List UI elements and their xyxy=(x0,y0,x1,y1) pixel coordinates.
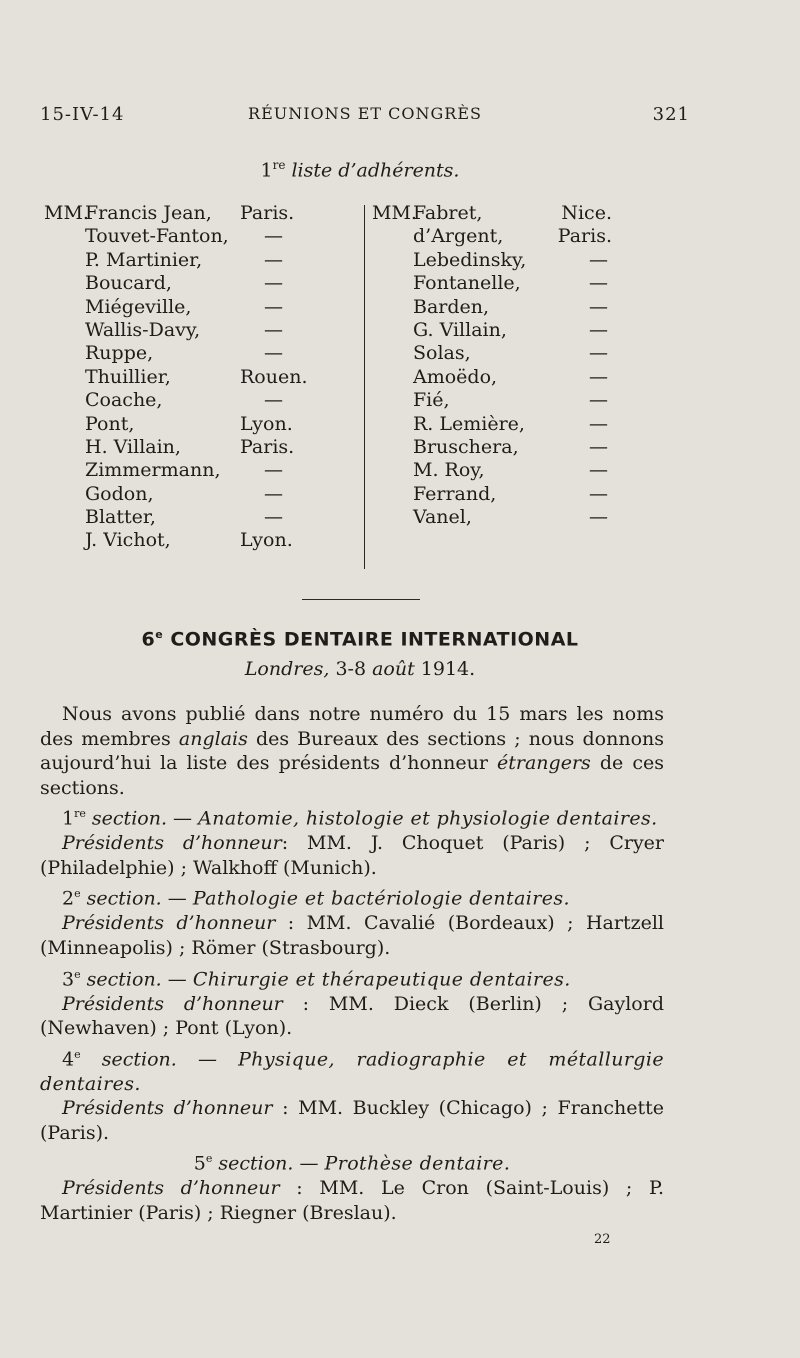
member-city: — xyxy=(264,506,283,529)
list-title-text: liste d’adhérents. xyxy=(291,159,460,182)
section-ordinal: re xyxy=(74,807,86,821)
member-name: Boucard, xyxy=(85,272,172,295)
member-name: Ferrand, xyxy=(413,482,497,505)
section-number: 4 xyxy=(62,1048,75,1071)
member-name: d’Argent, xyxy=(413,225,504,248)
member-city: Paris. xyxy=(240,435,295,458)
section-title: Physique, radiographie et métallurgie dentaires. xyxy=(40,1048,664,1095)
member-column-left xyxy=(44,202,308,553)
list-item xyxy=(372,319,612,342)
congress-heading xyxy=(0,628,720,650)
member-city: — xyxy=(589,412,608,435)
list-item xyxy=(44,506,300,529)
member-name: Touvet-Fanton, xyxy=(85,225,229,248)
section-presidents xyxy=(40,911,664,960)
member-city: — xyxy=(589,506,608,529)
section-ordinal: e xyxy=(205,1152,213,1166)
member-name: Pont, xyxy=(85,412,135,435)
member-name: Fontanelle, xyxy=(413,272,521,295)
member-name: Coache, xyxy=(85,389,163,412)
member-name: Lebedinsky, xyxy=(413,248,527,271)
list-item xyxy=(44,483,300,506)
member-name: Francis Jean, xyxy=(85,202,212,224)
list-title-number: 1 xyxy=(260,159,273,182)
intro-text-3: de ces sections. xyxy=(40,752,664,799)
section-heading xyxy=(40,882,664,911)
intro-emphasis-2: étrangers xyxy=(497,752,591,775)
section-presidents xyxy=(40,1096,664,1145)
member-city: Lyon. xyxy=(240,529,293,552)
congress-title: CONGRÈS DENTAIRE INTERNATIONAL xyxy=(170,628,579,651)
page-number: 321 xyxy=(652,104,690,125)
member-name: Miégeville, xyxy=(85,295,192,318)
list-item xyxy=(44,319,300,342)
list-item xyxy=(44,272,300,295)
section-heading xyxy=(40,802,664,831)
section-heading xyxy=(40,963,664,992)
list-item xyxy=(372,296,612,319)
member-city: Nice. xyxy=(561,202,612,224)
section-ordinal: e xyxy=(74,887,81,901)
intro-emphasis-1: anglais xyxy=(178,727,248,750)
member-city: — xyxy=(589,272,608,295)
list-item xyxy=(372,459,612,482)
member-city: Rouen. xyxy=(240,365,308,388)
section-title: Chirurgie et thérapeutique dentaires. xyxy=(192,967,571,990)
member-city: — xyxy=(589,459,608,482)
presidents-names: MM. Dieck (Berlin) ; Gaylord (Newhaven) ; Pont (Lyon). xyxy=(40,992,664,1040)
member-name: Fié, xyxy=(413,389,450,412)
list-item xyxy=(372,202,612,225)
list-item xyxy=(44,202,300,225)
list-item xyxy=(372,506,612,529)
member-city: — xyxy=(589,482,608,505)
signature-mark: 22 xyxy=(594,1232,611,1247)
member-city: — xyxy=(589,248,608,271)
member-city: — xyxy=(589,342,608,365)
presidents-label: Présidents d’honneur xyxy=(62,992,283,1015)
section-heading xyxy=(40,1147,664,1176)
congress-place: Londres, xyxy=(244,658,330,680)
section-dash: — xyxy=(161,967,193,990)
list-item xyxy=(44,459,300,482)
member-city: — xyxy=(264,248,283,271)
member-column-right xyxy=(372,202,612,529)
member-name: Fabret, xyxy=(413,202,483,224)
section-ordinal: e xyxy=(74,967,81,981)
section-word: section. xyxy=(218,1152,294,1175)
member-city: — xyxy=(264,225,283,248)
list-item xyxy=(44,342,300,365)
section-presidents xyxy=(40,1176,664,1225)
member-name: Solas, xyxy=(413,342,471,365)
member-city: — xyxy=(264,318,283,341)
presidents-label: Présidents d’honneur xyxy=(62,1177,280,1200)
member-city: Paris. xyxy=(557,225,612,248)
list-item xyxy=(44,389,300,412)
member-city: — xyxy=(589,318,608,341)
member-name: J. Vichot, xyxy=(85,529,171,552)
section-rule xyxy=(302,599,420,600)
member-name: R. Lemière, xyxy=(413,412,525,435)
list-item xyxy=(372,483,612,506)
section-number: 5 xyxy=(193,1152,206,1175)
section-word: section. xyxy=(86,887,162,910)
running-head-date: 15-IV-14 xyxy=(40,104,125,125)
congress-number: 6 xyxy=(141,628,156,651)
member-name: G. Villain, xyxy=(413,318,507,341)
list-item xyxy=(372,413,612,436)
congress-place-date xyxy=(0,658,720,680)
intro-text-1: Nous avons publié dans notre numéro du 15 mars les noms des membres xyxy=(40,703,664,750)
member-name: Bruschera, xyxy=(413,435,519,458)
section-dash: — xyxy=(176,1048,239,1071)
member-city: — xyxy=(264,272,283,295)
member-name: Blatter, xyxy=(85,506,156,529)
list-item xyxy=(372,436,612,459)
list-item xyxy=(44,413,300,436)
column-divider xyxy=(364,205,365,569)
section-number: 2 xyxy=(62,887,75,910)
list-item xyxy=(372,342,612,365)
presidents-separator: : xyxy=(282,992,310,1015)
congress-dates: 3-8 xyxy=(335,658,367,680)
list-item xyxy=(44,225,300,248)
member-name: Thuillier, xyxy=(85,365,171,388)
section-title: Anatomie, histologie et physiologie dentaires. xyxy=(198,807,658,830)
list-item xyxy=(372,225,612,248)
member-name: Vanel, xyxy=(413,506,472,529)
member-city: — xyxy=(589,435,608,458)
list-item xyxy=(44,296,300,319)
running-head xyxy=(40,104,690,130)
list-item xyxy=(44,365,308,389)
running-head-title: RÉUNIONS ET CONGRÈS xyxy=(248,104,482,123)
intro-paragraph xyxy=(40,702,664,800)
member-city: — xyxy=(264,342,283,365)
presidents-label: Présidents d’honneur xyxy=(62,832,282,855)
congress-year: 1914. xyxy=(420,658,476,680)
section-ordinal: e xyxy=(74,1047,81,1061)
presidents-separator: : xyxy=(281,832,289,855)
presidents-names: MM. Le Cron (Saint-Louis) ; P. Martinier (Paris) ; Riegner (Breslau). xyxy=(40,1177,664,1224)
member-city: — xyxy=(264,459,283,482)
section-number: 3 xyxy=(62,967,75,990)
section-dash: — xyxy=(161,887,193,910)
presidents-separator: : xyxy=(275,912,295,935)
section-presidents xyxy=(40,831,664,880)
member-name: Ruppe, xyxy=(85,342,154,365)
member-prefix: MM. xyxy=(44,202,89,224)
member-city: — xyxy=(264,389,283,412)
member-prefix: MM. xyxy=(372,202,417,224)
list-item xyxy=(372,389,612,412)
section-word: section. xyxy=(101,1048,177,1071)
section-title: Pathologie et bactériologie dentaires. xyxy=(192,887,571,910)
intro-text-2: des Bureaux des sections ; nous donnons aujourd’hui la liste des présidents d’honneur xyxy=(40,727,665,775)
presidents-names: MM. J. Choquet (Paris) ; Cryer (Philadelphie) ; Walkhoff (Munich). xyxy=(40,832,665,879)
section-heading xyxy=(40,1043,664,1097)
member-city: — xyxy=(264,295,283,318)
member-name: M. Roy, xyxy=(413,459,485,482)
member-list-title xyxy=(0,158,720,181)
congress-month: août xyxy=(372,658,415,680)
presidents-separator: : xyxy=(272,1097,289,1120)
member-name: Barden, xyxy=(413,295,490,318)
section-word: section. xyxy=(86,967,162,990)
member-city: — xyxy=(264,482,283,505)
member-name: Amoëdo, xyxy=(413,365,498,388)
member-city: — xyxy=(589,365,608,388)
list-title-ordinal: re xyxy=(272,158,286,172)
list-item xyxy=(44,436,300,459)
body-text xyxy=(40,702,664,1226)
member-name: P. Martinier, xyxy=(85,248,203,271)
member-name: Wallis-Davy, xyxy=(85,318,201,341)
presidents-label: Présidents d’honneur xyxy=(62,1097,273,1120)
list-item xyxy=(44,249,300,272)
section-word: section. xyxy=(91,807,167,830)
member-city: Lyon. xyxy=(240,412,293,435)
section-title: Prothèse dentaire. xyxy=(324,1152,511,1175)
section-number: 1 xyxy=(62,807,75,830)
presidents-names: MM. Cavalié (Bordeaux) ; Hartzell (Minneapolis) ; Römer (Strasbourg). xyxy=(40,912,664,959)
member-city: — xyxy=(589,389,608,412)
presidents-separator: : xyxy=(279,1177,303,1200)
member-city: — xyxy=(589,295,608,318)
section-presidents xyxy=(40,992,664,1041)
presidents-names: MM. Buckley (Chicago) ; Franchette (Paris). xyxy=(40,1097,665,1144)
member-city: Paris. xyxy=(240,202,295,224)
list-item xyxy=(372,272,612,295)
section-dash: — xyxy=(293,1152,325,1175)
list-item xyxy=(372,249,612,272)
section-dash: — xyxy=(167,807,199,830)
list-item xyxy=(372,366,612,389)
list-item xyxy=(44,529,300,552)
congress-ordinal: e xyxy=(155,628,164,641)
presidents-label: Présidents d’honneur xyxy=(62,912,276,935)
member-name: Zimmermann, xyxy=(85,459,221,482)
member-name: Godon, xyxy=(85,482,154,505)
member-name: H. Villain, xyxy=(85,435,181,458)
